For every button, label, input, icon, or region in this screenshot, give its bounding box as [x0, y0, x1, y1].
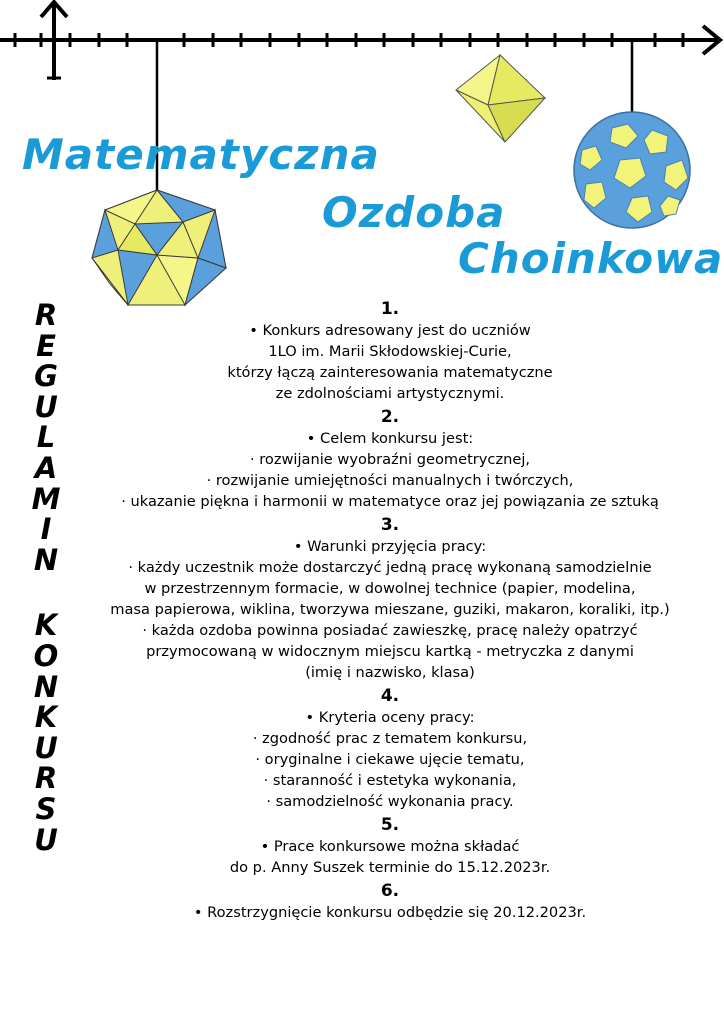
rule-line: · oryginalne i ciekawe ujęcie tematu,	[255, 751, 525, 768]
rule-line: • Konkurs adresowany jest do uczniów	[249, 322, 531, 339]
rule-line: · zgodność prac z tematem konkursu,	[252, 730, 528, 747]
rule-line: (imię i nazwisko, klasa)	[305, 664, 475, 681]
side-letter: U	[34, 730, 58, 765]
x-axis-arrow	[0, 26, 720, 54]
side-letter: R	[34, 298, 58, 332]
section-number: 5.	[380, 815, 400, 835]
title-line-2: Ozdoba	[322, 188, 506, 237]
rule-line: 1LO im. Marii Skłodowskiej-Curie,	[268, 343, 512, 360]
side-letter: L	[36, 420, 56, 455]
rule-line: w przestrzennym formacie, w dowolnej technice (papier, modelina,	[144, 580, 636, 597]
rule-line: • Prace konkursowe można składać	[260, 838, 520, 855]
octahedron-ornament	[456, 55, 545, 142]
rule-line: • Kryteria oceny pracy:	[305, 709, 475, 726]
rule-line: · rozwijanie umiejętności manualnych i twórczych,	[206, 472, 574, 489]
side-letter: K	[34, 608, 58, 643]
side-letter: N	[33, 542, 59, 577]
rule-line: · ukazanie piękna i harmonii w matematyce oraz jej powiązania ze sztuką	[121, 493, 659, 510]
section-number: 3.	[380, 515, 400, 535]
side-letter: S	[35, 791, 57, 826]
rule-line: · staranność i estetyka wykonania,	[263, 772, 517, 789]
side-letter: U	[34, 822, 58, 857]
rules-body	[70, 296, 710, 923]
side-letter: I	[40, 512, 52, 547]
side-letter: N	[33, 669, 59, 704]
rule-line: • Warunki przyjęcia pracy:	[293, 538, 487, 555]
side-letter: R	[34, 761, 58, 796]
rule-line: którzy łączą zainteresowania matematyczne	[227, 364, 553, 381]
section-number: 4.	[380, 686, 400, 706]
rule-line: ze zdolnościami artystycznymi.	[275, 385, 505, 402]
side-letter: O	[33, 638, 59, 673]
title-line-3: Choinkowa	[458, 234, 724, 283]
rule-line: · rozwijanie wyobraźni geometrycznej,	[249, 451, 531, 468]
section-number: 6.	[380, 881, 400, 901]
rule-line: do p. Anny Suszek terminie do 15.12.2023r.	[229, 859, 551, 876]
side-letter: E	[36, 328, 56, 363]
vertical-title	[22, 300, 70, 855]
section-number: 1.	[380, 299, 400, 319]
rule-line: przymocowaną w widocznym miejscu kartką - metryczka z danymi	[146, 643, 634, 660]
side-letter: A	[34, 450, 58, 485]
side-letter: K	[34, 700, 58, 735]
side-letter: M	[31, 481, 61, 516]
rule-line: · każda ozdoba powinna posiadać zawieszkę, pracę należy opatrzyć	[142, 622, 638, 639]
side-letter: G	[34, 359, 58, 394]
icosahedron-ornament	[92, 190, 226, 305]
truncated-ball-ornament	[574, 112, 690, 228]
rule-line: · samodzielność wykonania pracy.	[266, 793, 514, 810]
rule-line: • Celem konkursu jest:	[306, 430, 474, 447]
rule-line: • Rozstrzygnięcie konkursu odbędzie się 20.12.2023r.	[193, 904, 587, 921]
rule-line: masa papierowa, wiklina, tworzywa mieszane, guziki, makaron, koraliki, itp.)	[110, 601, 670, 618]
title-line-1: Matematyczna	[22, 130, 380, 179]
side-letter: U	[34, 389, 58, 424]
rule-line: · każdy uczestnik może dostarczyć jedną pracę wykonaną samodzielnie	[128, 559, 652, 576]
section-number: 2.	[380, 407, 400, 427]
